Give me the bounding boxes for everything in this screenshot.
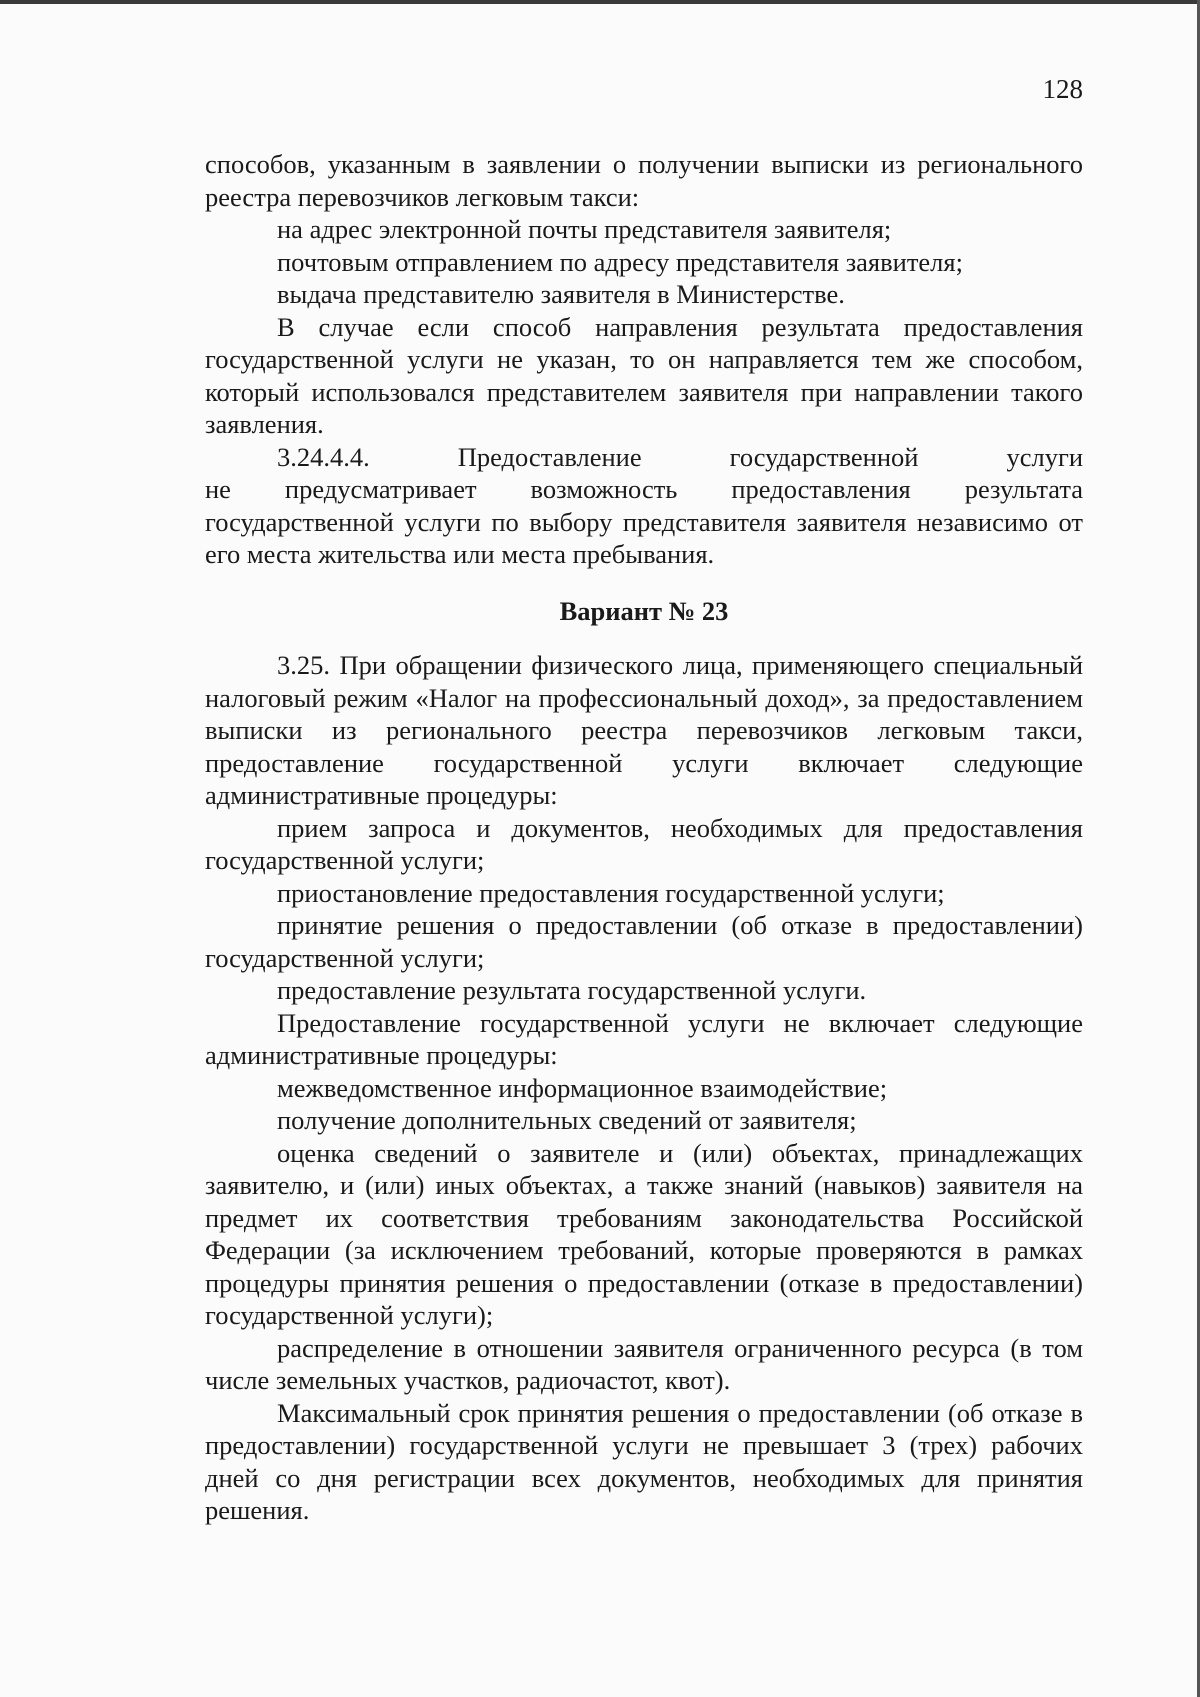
paragraph: Максимальный срок принятия решения о предоставлении (об отказе в предоставлении) государственной услуги не превышает 3 (трех) рабочих дней со дня регистрации всех документов, необходимых для принятия решения. [205,1397,1083,1525]
paragraph: 3.25. При обращении физического лица, применяющего специальный налоговый режим «Налог на профессиональный доход», за предоставлением выписки из регионального реестра перевозчиков легковым такси, предоставление государственной услуги включает следующие административные процедуры: [205,650,1083,810]
paragraph: В случае если способ направления результата предоставления государственной услуги не указан, то он направляется тем же способом, который использовался представителем заявителя при направлении такого заявления. [205,311,1083,439]
paragraph: на адрес электронной почты представителя заявителя; [277,214,892,244]
paragraph: не предусматривает возможность предоставления результата государственной услуги по выбору представителя заявителя независимо от его места жительства или места пребывания. [205,474,1083,569]
paragraph: приостановление предоставления государственной услуги; [277,877,945,908]
paragraph: Предоставление государственной услуги не включает следующие административные процедуры: [205,1007,1083,1070]
paragraph: способов, указанным в заявлении о получении выписки из регионального реестра перевозчиков легковым такси: [205,149,1083,212]
paragraph: предоставление результата государственной услуги. [277,975,867,1005]
paragraph: почтовым отправлением по адресу представителя заявителя; [277,246,963,277]
section-heading: Вариант № 23 [559,595,729,626]
paragraph: оценка сведений о заявителе и (или) объектах, принадлежащих заявителю, и (или) иных объектах, а также знаний (навыков) заявителя на предмет их соответствия требованиям законодательства Российской Федерации (за исключением требований, которые проверяются в рамках процедуры принятия решения о предоставлении (отказе в предоставлении) государственной услуги); [205,1137,1083,1330]
paragraph: принятие решения о предоставлении (об отказе в предоставлении) государственной услуги; [205,910,1083,973]
paragraph: 3.24.4.4. Предоставление государственной услуги [277,441,1083,472]
paragraph: получение дополнительных сведений от заявителя; [277,1105,857,1135]
paragraph: межведомственное информационное взаимодействие; [277,1072,888,1103]
paragraph: прием запроса и документов, необходимых для предоставления государственной услуги; [205,812,1083,875]
paragraph: выдача представителю заявителя в Министерстве. [277,279,845,309]
page-number: 128 [1042,74,1083,104]
scan-top-border [0,0,1200,4]
document-body [205,148,1083,1527]
paragraph: распределение в отношении заявителя ограниченного ресурса (в том числе земельных участков, радиочастот, квот). [205,1332,1083,1395]
